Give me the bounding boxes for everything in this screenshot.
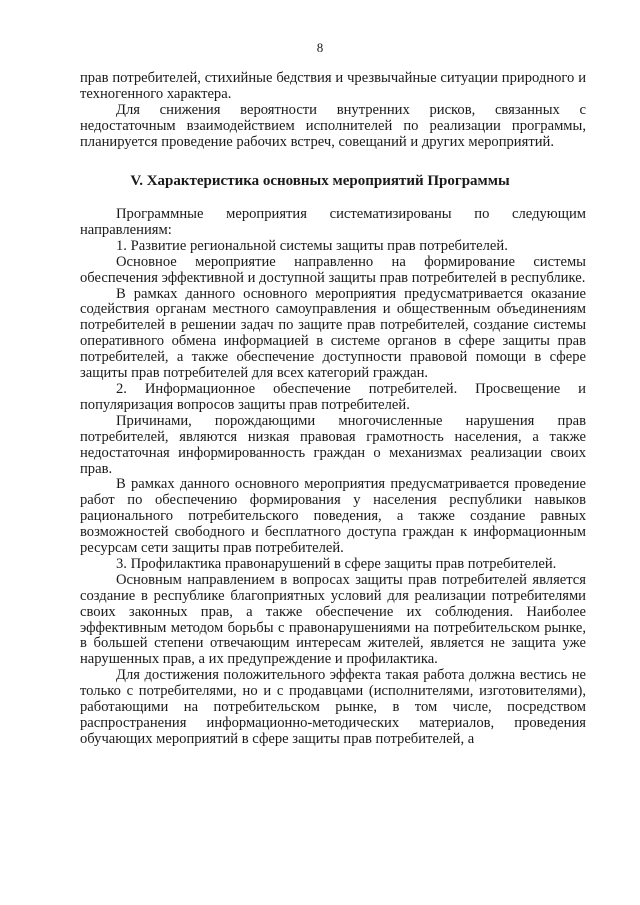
paragraph-intro: Программные мероприятия систематизированы по следующим направлениям: <box>80 206 586 238</box>
paragraph-item-3-title: 3. Профилактика правонарушений в сфере защиты прав потребителей. <box>116 555 557 572</box>
paragraph-item-1-title: 1. Развитие региональной системы защиты прав потребителей. <box>116 237 508 254</box>
main-text-block <box>80 207 586 748</box>
paragraph-item-2-title: 2. Информационное обеспечение потребителей. Просвещение и популяризация вопросов защиты прав потребителей. <box>80 380 586 413</box>
section-heading: V. Характеристика основных мероприятий Программы <box>130 173 510 189</box>
paragraph-internal-risks: Для снижения вероятности внутренних рисков, связанных с недостаточным взаимодействием исполнителей по реализации программы, планируется проведение рабочих встреч, совещаний и других мероприятий. <box>80 101 586 150</box>
paragraph-item-3-main: Основным направлением в вопросах защиты прав потребителей является создание в республике благоприятных условий для реализации потребителями своих законных прав, а также обеспечение их соблюдения. Наиболее эффективным методом борьбы с правонарушениями на потребительском рынке, в большей степени отвечающим интересам жителей, является не защита уже нарушенных прав, а их предупреждение и профилактика. <box>80 571 586 668</box>
paragraph-continuation: прав потребителей, стихийные бедствия и чрезвычайные ситуации природного и техногенного характера. <box>80 70 586 102</box>
page-number: 8 <box>316 40 324 55</box>
paragraph-item-1-details: В рамках данного основного мероприятия предусматривается оказание содействия органам местного самоуправления и общественным объединениям потребителей в решении задач по защите прав потребителей, создание системы оперативного обмена информацией в системе органов в сфере защиты прав потребителей, а также обеспечение доступности правовой помощи в сфере защиты прав потребителей для всех категорий граждан. <box>80 285 586 382</box>
paragraph-item-1-main: Основное мероприятие направленно на формирование системы обеспечения эффективной и доступной защиты прав потребителей в республике. <box>80 253 586 286</box>
paragraph-item-3-details: Для достижения положительного эффекта такая работа должна вестись не только с потребителями, но и с продавцами (исполнителями, изготовителями), работающими на потребительском рынке, в том числе, посредством распространения информационно-методических материалов, проведения обучающих мероприятий в сфере защиты прав потребителей, а <box>80 667 586 747</box>
paragraph-item-2-details: В рамках данного основного мероприятия предусматривается проведение работ по обеспечению формирования у населения республики навыков рационального потребительского поведения, а также создание равных возможностей свободного и бесплатного доступа граждан к информационным ресурсам сети защиты прав потребителей. <box>80 476 586 557</box>
paragraph-item-2-reasons: Причинами, порождающими многочисленные нарушения прав потребителей, являются низкая правовая грамотность населения, а также недостаточная информированность граждан о механизмах реализации своих прав. <box>80 412 586 477</box>
top-text-block <box>80 71 586 151</box>
